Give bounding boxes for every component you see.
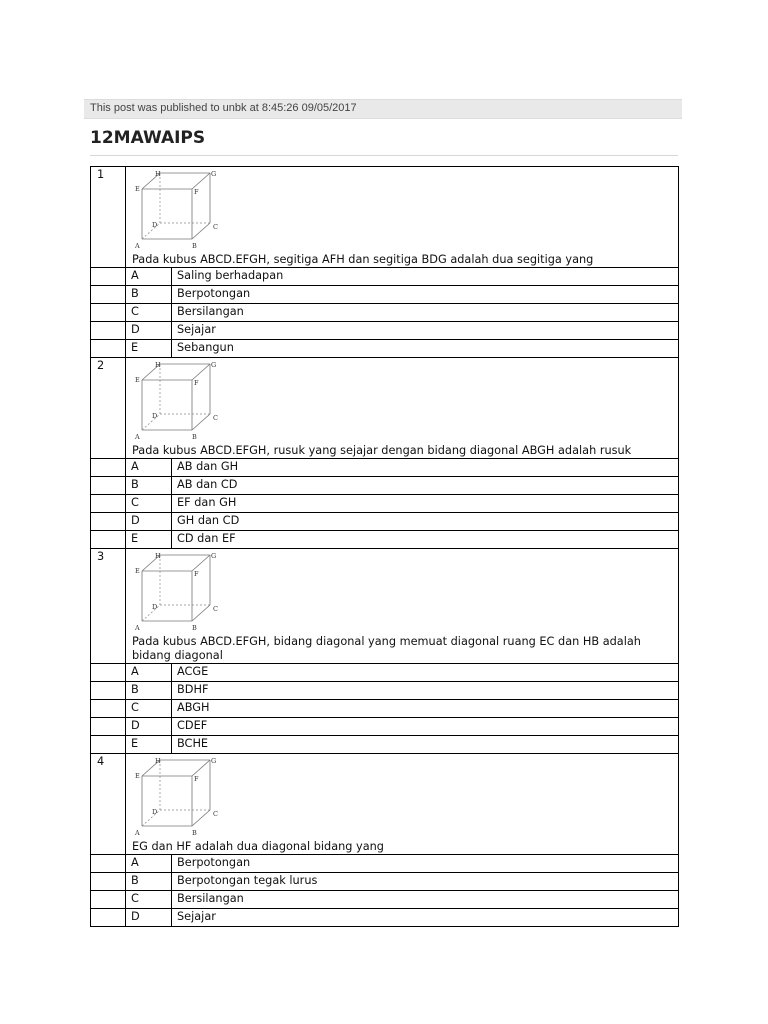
empty-cell	[91, 286, 126, 304]
cube-vertex-label: C	[213, 414, 218, 422]
option-text: Berpotongan	[172, 855, 679, 873]
option-text: BCHE	[172, 736, 679, 754]
option-letter: A	[126, 459, 172, 477]
cube-vertex-label: H	[155, 757, 161, 765]
question-row	[91, 358, 679, 459]
empty-cell	[91, 531, 126, 549]
cube-vertex-label: E	[135, 772, 140, 780]
option-letter: B	[126, 682, 172, 700]
cube-vertex-label: A	[135, 624, 140, 632]
option-text: Sebangun	[172, 340, 679, 358]
cube-vertex-label: B	[192, 624, 197, 632]
answer-option-row	[91, 340, 679, 358]
cube-diagram	[132, 361, 222, 443]
question-cell	[126, 549, 679, 664]
cube-vertex-label: G	[211, 170, 217, 178]
question-cell	[126, 754, 679, 855]
empty-cell	[91, 855, 126, 873]
cube-hidden-edge-AD	[142, 605, 160, 621]
empty-cell	[91, 495, 126, 513]
answer-option-row	[91, 736, 679, 754]
cube-vertex-label: H	[155, 552, 161, 560]
cube-vertex-label: B	[192, 242, 197, 250]
question-number: 4	[91, 754, 126, 855]
cube-vertex-label: D	[152, 412, 158, 420]
option-letter: C	[126, 700, 172, 718]
option-text: AB dan CD	[172, 477, 679, 495]
cube-hidden-edge-AD	[142, 414, 160, 430]
question-number: 3	[91, 549, 126, 664]
cube-vertex-label: A	[135, 242, 140, 250]
cube-vertex-label: G	[211, 757, 217, 765]
question-text: Pada kubus ABCD.EFGH, bidang diagonal yang memuat diagonal ruang EC dan HB adalah bidang diagonal	[132, 635, 641, 662]
answer-option-row	[91, 855, 679, 873]
option-text: Berpotongan	[172, 286, 679, 304]
option-letter: E	[126, 531, 172, 549]
option-letter: D	[126, 909, 172, 927]
cube-diagram	[132, 170, 222, 252]
cube-hidden-edge-AD	[142, 223, 160, 239]
option-letter: E	[126, 340, 172, 358]
empty-cell	[91, 322, 126, 340]
option-text: Bersilangan	[172, 304, 679, 322]
option-letter: D	[126, 322, 172, 340]
publish-info-bar	[84, 99, 682, 119]
cube-edge-BC	[192, 414, 210, 430]
option-text: ACGE	[172, 664, 679, 682]
question-row	[91, 549, 679, 664]
cube-vertex-label: G	[211, 552, 217, 560]
cube-vertex-label: H	[155, 170, 161, 178]
cube-vertex-label: E	[135, 567, 140, 575]
answer-option-row	[91, 477, 679, 495]
option-text: GH dan CD	[172, 513, 679, 531]
cube-vertex-label: E	[135, 376, 140, 384]
cube-vertex-label: B	[192, 433, 197, 441]
cube-vertex-label: H	[155, 361, 161, 369]
empty-cell	[91, 682, 126, 700]
option-text: Bersilangan	[172, 891, 679, 909]
answer-option-row	[91, 700, 679, 718]
option-letter: C	[126, 304, 172, 322]
cube-vertex-label: A	[135, 829, 140, 837]
cube-vertex-label: C	[213, 223, 218, 231]
cube-vertex-label: F	[194, 188, 199, 196]
cube-diagram	[132, 552, 222, 634]
question-number: 2	[91, 358, 126, 459]
option-letter: D	[126, 513, 172, 531]
answer-option-row	[91, 304, 679, 322]
option-letter: B	[126, 873, 172, 891]
answer-option-row	[91, 459, 679, 477]
cube-vertex-label: F	[194, 379, 199, 387]
option-letter: C	[126, 495, 172, 513]
option-letter: B	[126, 477, 172, 495]
question-row	[91, 754, 679, 855]
empty-cell	[91, 664, 126, 682]
question-row	[91, 167, 679, 268]
answer-option-row	[91, 909, 679, 927]
option-letter: A	[126, 664, 172, 682]
cube-vertex-label: A	[135, 433, 140, 441]
option-text: CD dan EF	[172, 531, 679, 549]
option-letter: D	[126, 718, 172, 736]
answer-option-row	[91, 682, 679, 700]
cube-vertex-label: B	[192, 829, 197, 837]
empty-cell	[91, 304, 126, 322]
answer-option-row	[91, 873, 679, 891]
empty-cell	[91, 477, 126, 495]
empty-cell	[91, 459, 126, 477]
option-text: Sejajar	[172, 909, 679, 927]
option-text: EF dan GH	[172, 495, 679, 513]
cube-vertex-label: D	[152, 808, 158, 816]
option-letter: A	[126, 855, 172, 873]
question-text: Pada kubus ABCD.EFGH, segitiga AFH dan segitiga BDG adalah dua segitiga yang	[132, 253, 594, 266]
cube-hidden-edge-AD	[142, 810, 160, 826]
cube-vertex-label: D	[152, 221, 158, 229]
question-cell	[126, 167, 679, 268]
title-divider	[90, 155, 678, 156]
cube-vertex-label: G	[211, 361, 217, 369]
cube-vertex-label: D	[152, 603, 158, 611]
answer-option-row	[91, 495, 679, 513]
cube-vertex-label: C	[213, 605, 218, 613]
empty-cell	[91, 891, 126, 909]
page-title: 12MAWAIPS	[90, 128, 206, 148]
option-text: Sejajar	[172, 322, 679, 340]
empty-cell	[91, 873, 126, 891]
cube-vertex-label: C	[213, 810, 218, 818]
cube-vertex-label: F	[194, 775, 199, 783]
publish-info-text: This post was published to unbk at 8:45:26 09/05/2017	[90, 102, 357, 114]
cube-vertex-label: E	[135, 185, 140, 193]
answer-option-row	[91, 268, 679, 286]
empty-cell	[91, 700, 126, 718]
cube-diagram	[132, 757, 222, 839]
option-text: BDHF	[172, 682, 679, 700]
option-letter: E	[126, 736, 172, 754]
empty-cell	[91, 736, 126, 754]
answer-option-row	[91, 531, 679, 549]
option-text: ABGH	[172, 700, 679, 718]
cube-edge-BC	[192, 223, 210, 239]
empty-cell	[91, 340, 126, 358]
option-text: Saling berhadapan	[172, 268, 679, 286]
question-cell	[126, 358, 679, 459]
empty-cell	[91, 513, 126, 531]
cube-edge-BC	[192, 810, 210, 826]
answer-option-row	[91, 322, 679, 340]
empty-cell	[91, 268, 126, 286]
answer-option-row	[91, 286, 679, 304]
question-text: EG dan HF adalah dua diagonal bidang yang	[132, 840, 384, 853]
cube-vertex-label: F	[194, 570, 199, 578]
cube-edge-GF	[192, 760, 210, 776]
option-letter: A	[126, 268, 172, 286]
cube-edge-GF	[192, 555, 210, 571]
question-text: Pada kubus ABCD.EFGH, rusuk yang sejajar dengan bidang diagonal ABGH adalah rusuk	[132, 444, 632, 457]
option-letter: C	[126, 891, 172, 909]
answer-option-row	[91, 513, 679, 531]
cube-edge-BC	[192, 605, 210, 621]
question-number: 1	[91, 167, 126, 268]
cube-edge-GF	[192, 173, 210, 189]
option-text: CDEF	[172, 718, 679, 736]
answer-option-row	[91, 891, 679, 909]
quiz-table	[90, 166, 679, 927]
option-text: Berpotongan tegak lurus	[172, 873, 679, 891]
answer-option-row	[91, 718, 679, 736]
cube-edge-GF	[192, 364, 210, 380]
option-letter: B	[126, 286, 172, 304]
empty-cell	[91, 909, 126, 927]
option-text: AB dan GH	[172, 459, 679, 477]
empty-cell	[91, 718, 126, 736]
answer-option-row	[91, 664, 679, 682]
